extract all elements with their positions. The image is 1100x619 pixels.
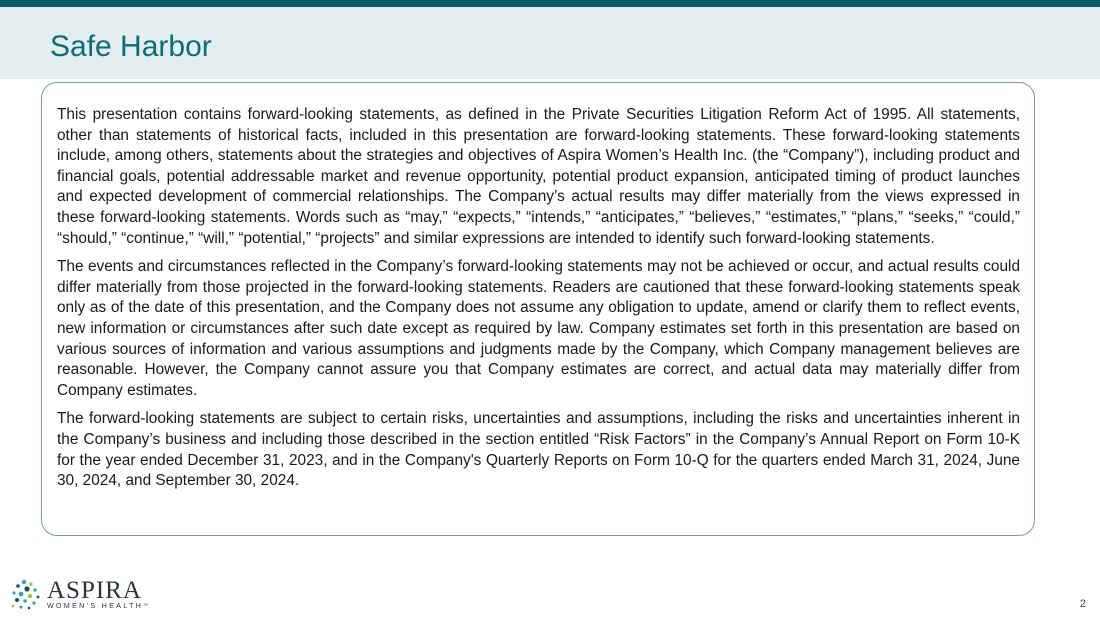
dot-cluster-icon (10, 578, 44, 612)
aspira-logo (10, 577, 160, 613)
header-band (0, 7, 1100, 79)
top-accent-bar (0, 0, 1100, 7)
logo-wordmark: ASPIRA (47, 577, 142, 604)
logo-subline (47, 602, 148, 611)
page-number: 2 (1079, 598, 1086, 610)
paragraph-risks: The forward-looking statements are subject to certain risks, uncertainties and assumptions, including the risks and uncertainties inherent in the Company’s business and including those described in the section entitled “Risk Factors” in the Company’s Annual Report on Form 10-K for the year ended December 31, 2023, and in the Company's Quarterly Reports on Form 10-Q for the quarters ended March 31, 2024, June 30, 2024, and September 30, 2024. (57, 410, 1020, 490)
disclaimer-box (41, 82, 1035, 536)
logo-trademark: ™ (143, 603, 149, 609)
paragraph-events-circumstances: The events and circumstances reflected in the Company’s forward-looking statements may not be achieved or occur, and actual results could differ materially from those projected in the forward-looking statements. Readers are cautioned that these forward-looking statements speak only as of the date of this presentation, and the Company does not assume any obligation to update, amend or clarify them to reflect events, new information or circumstances after such date except as required by law. Company estimates set forth in this presentation are based on various sources of information and various assumptions and judgments made by the Company, which Company management believes are reasonable. However, the Company cannot assure you that Company estimates are correct, and actual data may materially differ from Company estimates. (57, 258, 1020, 399)
logo-subline-text: WOMEN'S HEALTH (47, 603, 144, 610)
paragraph-forward-looking: This presentation contains forward-looking statements, as defined in the Private Securities Litigation Reform Act of 1995. All statements, other than statements of historical facts, included in this presentation are forward-looking statements. These forward-looking statements include, among others, statements about the strategies and objectives of Aspira Women’s Health Inc. (the “Company”), including product and financial goals, potential addressable market and revenue opportunity, potential product expansion, anticipated timing of product launches and expected development of commercial relationships. The Company’s actual results may differ materially from the views expressed in these forward-looking statements. Words such as “may,” “expects,” “intends,” “anticipates,” “believes,” “estimates,” “plans,” “seeks,” “could,” “should,” “continue,” “will,” “potential,” “projects” and similar expressions are intended to identify such forward-looking statements. (57, 106, 1020, 247)
slide-title: Safe Harbor (50, 30, 212, 63)
